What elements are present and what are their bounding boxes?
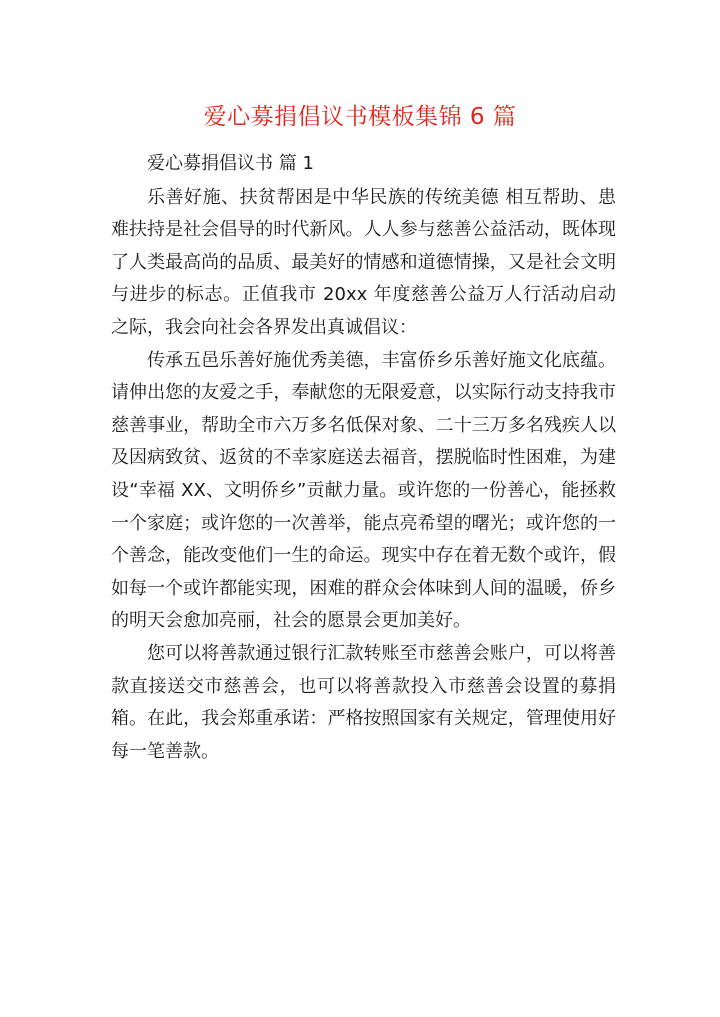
document-title: 爱心募捐倡议书模板集锦 6 篇	[203, 104, 517, 130]
document-body	[111, 148, 616, 768]
body-paragraph: 传承五邑乐善好施优秀美德，丰富侨乡乐善好施文化底蕴。请伸出您的友爱之手，奉献您的无限爱意，以实际行动支持我市慈善事业，帮助全市六万多名低保对象、二十三万多名残疾人以及因病致贫、返贫的不幸家庭送去福音，摆脱临时性困难，为建设“幸福 XX、文明侨乡”贡献力量。或许您的一份善心，能拯救一个家庭；或许您的一次善举，能点亮希望的曙光；或许您的一个善念，能改变他们一生的命运。现实中存在着无数个或许，假如每一个或许都能实现，困难的群众会体味到人间的温暖，侨乡的明天会愈加亮丽，社会的愿景会更加美好。	[111, 349, 616, 632]
section-heading: 爱心募捐倡议书 篇 1	[147, 153, 314, 174]
body-paragraph: 您可以将善款通过银行汇款转账至市慈善会账户，可以将善款直接送交市慈善会，也可以将善款投入市慈善会设置的募捐箱。在此，我会郑重承诺：严格按照国家有关规定，管理使用好每一笔善款。	[111, 642, 616, 762]
body-paragraph: 乐善好施、扶贫帮困是中华民族的传统美德 相互帮助、患难扶持是社会倡导的时代新风。人人参与慈善公益活动，既体现了人类最高尚的品质、最美好的情感和道德情操，又是社会文明与进步的标志。正值我市 20xx 年度慈善公益万人行活动启动之际，我会向社会各界发出真诚倡议：	[111, 186, 616, 338]
